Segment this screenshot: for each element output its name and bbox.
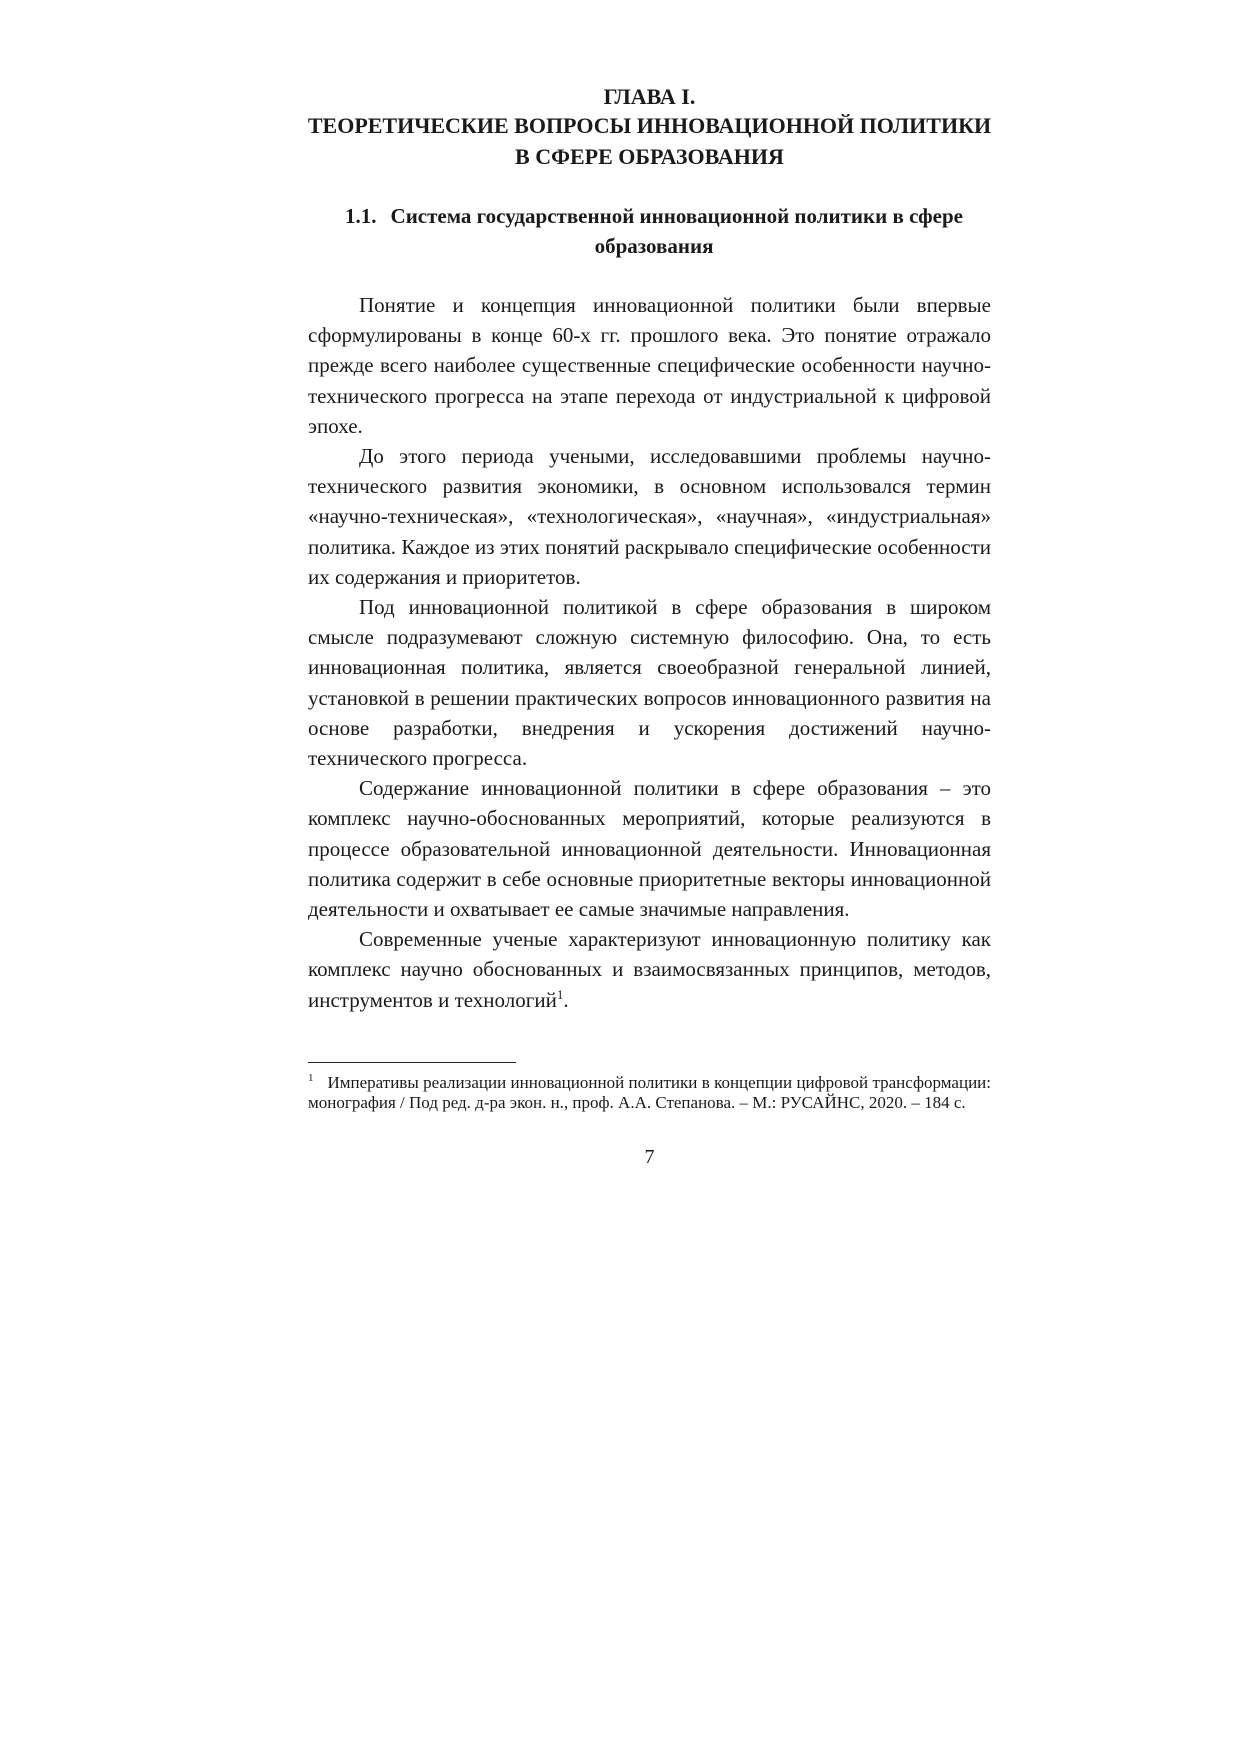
section-title [324, 201, 984, 261]
paragraph-4: Содержание инновационной политики в сфере образования – это комплекс научно-обоснованных мероприятий, которые реализуются в процессе образовательной инновационной деятельности. Инновационная политика содержит в себе основные приоритетные векторы инновационной деятельности и охватывает ее самые значимые направления. [308, 776, 991, 922]
chapter-title [298, 110, 1001, 172]
body-text [308, 290, 991, 1015]
chapter-title-line-2: В СФЕРЕ ОБРАЗОВАНИЯ [515, 144, 784, 169]
footnote [308, 1073, 991, 1113]
footnote-divider [308, 1062, 516, 1063]
footnote-mark: 1 [308, 1072, 314, 1085]
section-title-text: Система государственной инновационной политики в сфере образования [390, 204, 963, 258]
footnote-reference[interactable]: 1 [556, 986, 564, 1002]
paragraph-2: До этого периода учеными, исследовавшими проблемы научно-технического развития экономики, в основном использовался термин «научно-техническая», «технологическая», «научная», «индустриальная» политика. Каждое из этих понятий раскрывало специфические особенности их содержания и приоритетов. [308, 444, 991, 589]
paragraph-5-end: . [563, 987, 569, 1012]
page-number: 7 [644, 1146, 655, 1168]
chapter-title-line-1: ТЕОРЕТИЧЕСКИЕ ВОПРОСЫ ИННОВАЦИОННОЙ ПОЛИТИКИ [307, 113, 992, 138]
paragraph-3: Под инновационной политикой в сфере образования в широком смысле подразумевают сложную системную философию. Она, то есть инновационная политика, является своеобразной генеральной линией, установкой в решении практических вопросов инновационного развития на основе разработки, внедрения и ускорения достижений научно-технического прогресса. [308, 595, 991, 771]
chapter-label: ГЛАВА I. [603, 84, 696, 109]
paragraph-5-text: Современные ученые характеризуют инновационную политику как комплекс научно обоснованных и взаимосвязанных принципов, методов, инструментов и технологий [308, 927, 991, 1012]
paragraph-1: Понятие и концепция инновационной политики были впервые сформулированы в конце 60-х гг. прошлого века. Это понятие отражало прежде всего наиболее существенные специфические особенности научно-технического прогресса на этапе перехода от индустриальной к цифровой эпохе. [308, 293, 991, 438]
section-number: 1.1. [345, 204, 377, 228]
paragraph-5 [308, 924, 991, 1015]
footnote-text: Императивы реализации инновационной политики в концепции цифровой трансформации: монография / Под ред. д-ра экон. н., проф. А.А. Степанова. – М.: РУСАЙНС, 2020. – 184 с. [308, 1073, 991, 1112]
